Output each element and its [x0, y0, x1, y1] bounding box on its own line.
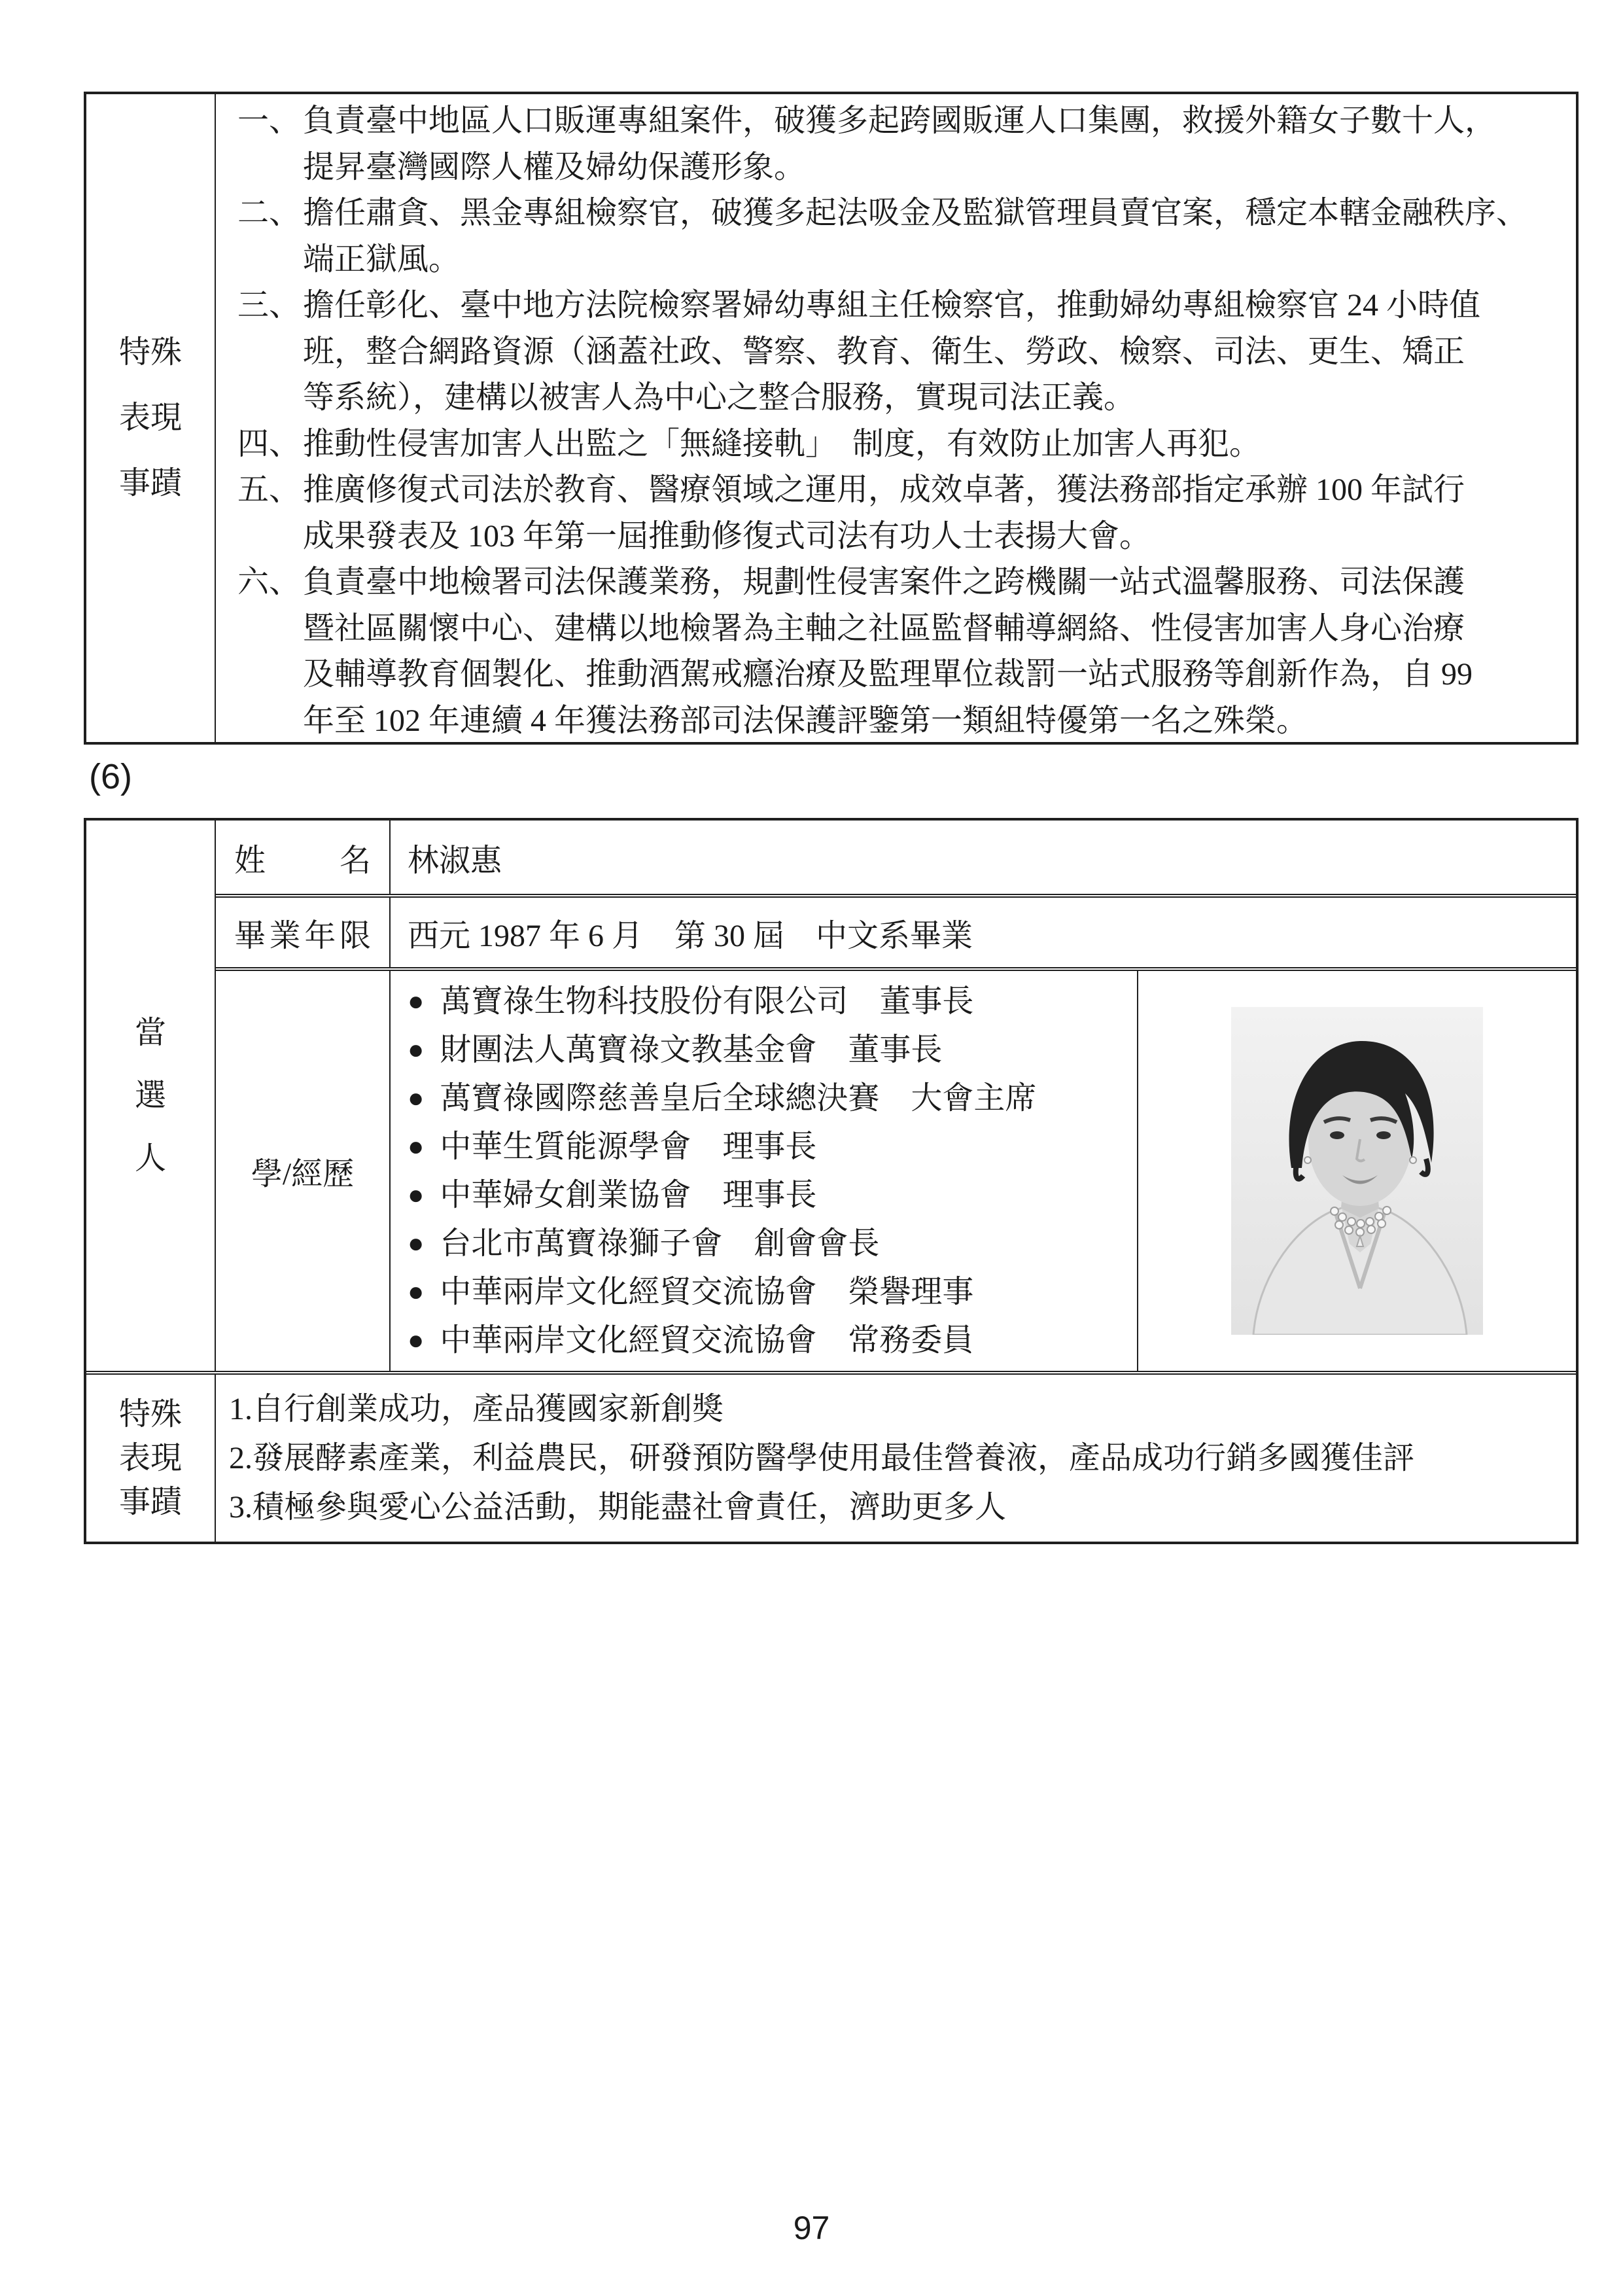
item-number: 四、 — [237, 426, 301, 461]
item-text: 擔任肅貪、黑金專組檢察官，破獲多起法吸金及監獄管理員賣官案，穩定本轄金融秩序、 — [303, 196, 1528, 230]
item-text: 負責臺中地區人口販運專組案件，破獲多起跨國販運人口集團，救援外籍女子數十人， — [303, 103, 1497, 138]
achievement-line — [237, 467, 1556, 514]
experience-list — [391, 971, 1138, 1371]
achievements-content — [216, 94, 1576, 742]
experience-text: 財團法人萬寶祿文教基金會 董事長 — [440, 1032, 943, 1067]
achievement-line: 端正獄風。 — [303, 241, 461, 277]
item-number: 五、 — [237, 472, 301, 507]
experience-item — [408, 1026, 1137, 1074]
achievement-line — [237, 421, 1556, 468]
achievement-line: 成果發表及 103 年第一屆推動修復式司法有功人士表揚大會。 — [303, 518, 1151, 554]
experience-item — [408, 978, 1137, 1026]
bullet-icon: ● — [408, 1325, 425, 1356]
photo-cell — [1138, 971, 1576, 1371]
name-value: 林淑惠 — [408, 843, 502, 878]
graduation-value: 西元 1987 年 6 月 第 30 屆 中文系畢業 — [408, 918, 973, 953]
name-row — [216, 821, 1576, 898]
portrait-photo — [1231, 1007, 1483, 1335]
bullet-icon: ● — [408, 1228, 425, 1259]
experience-item — [408, 1316, 1137, 1365]
row-label-char: 當 — [134, 1015, 166, 1050]
experience-row — [216, 971, 1576, 1371]
item-number: 一、 — [237, 103, 301, 138]
row-label-special-achievements-2 — [86, 1375, 216, 1542]
row-label-char: 人 — [134, 1140, 166, 1176]
experience-text: 台北市萬寶祿獅子會 創會會長 — [440, 1226, 880, 1261]
item-number: 二、 — [237, 196, 301, 230]
experience-item — [408, 1220, 1137, 1268]
graduation-row — [216, 898, 1576, 971]
row-label-line: 特殊 — [118, 335, 182, 370]
achievement-line: 班，整合網路資源（涵蓋社政、警察、教育、衛生、勞政、檢察、司法、更生、矯正 — [303, 334, 1465, 369]
graduation-header-cell — [216, 898, 391, 967]
special-achievements-row — [86, 1371, 1576, 1542]
achievement-line — [237, 283, 1556, 329]
item-number: 六、 — [237, 565, 301, 599]
row-label-line: 表現 — [118, 400, 182, 435]
achievement-line — [237, 559, 1556, 606]
experience-text: 萬寶祿生物科技股份有限公司 董事長 — [440, 983, 974, 1019]
experience-text: 中華婦女創業協會 理事長 — [440, 1177, 817, 1212]
special-achievement-line: 1.自行創業成功，產品獲國家新創獎 — [229, 1392, 724, 1426]
bullet-icon: ● — [408, 1180, 425, 1210]
row-label-elected-person — [86, 821, 216, 1371]
row-label-special-achievements — [86, 94, 216, 742]
experience-item — [408, 1268, 1137, 1316]
achievement-line: 及輔導教育個製化、推動酒駕戒癮治療及監理單位裁罰一站式服務等創新作為，自 99 — [303, 657, 1473, 692]
experience-header-cell — [216, 971, 391, 1371]
row-label-char: 選 — [134, 1078, 166, 1113]
name-header-cell — [216, 821, 391, 894]
item-text: 推廣修復式司法於教育、醫療領域之運用，成效卓著，獲法務部指定承辦 100 年試行 — [303, 472, 1465, 507]
achievement-line: 年至 102 年連續 4 年獲法務部司法保護評鑒第一類組特優第一名之殊榮。 — [303, 703, 1308, 738]
experience-text: 中華兩岸文化經貿交流協會 常務委員 — [440, 1322, 974, 1358]
name-header: 姓名 — [234, 843, 371, 878]
page-number: 97 — [793, 2210, 830, 2246]
item-number: 三、 — [237, 288, 301, 323]
row-label-line: 事蹟 — [118, 1485, 182, 1519]
bullet-icon: ● — [408, 1131, 425, 1162]
experience-text: 萬寶祿國際慈善皇后全球總決賽 大會主席 — [440, 1080, 1037, 1116]
bullet-icon: ● — [408, 1277, 425, 1307]
achievement-line — [237, 98, 1556, 145]
experience-item — [408, 1171, 1137, 1220]
experience-text: 中華生質能源學會 理事長 — [440, 1129, 817, 1164]
elected-person-main — [86, 821, 1576, 1371]
graduation-header: 畢業年限 — [234, 918, 371, 953]
elected-person-table — [84, 818, 1579, 1544]
special-achievement-line: 2.發展酵素產業，利益農民，研發預防醫學使用最佳營養液，產品成功行銷多國獲佳評 — [229, 1441, 1415, 1475]
row-label-line: 表現 — [118, 1441, 182, 1475]
achievement-line — [237, 190, 1556, 237]
achievement-line: 等系統），建構以被害人為中心之整合服務，實現司法正義。 — [303, 380, 1136, 415]
row-label-line: 特殊 — [118, 1397, 182, 1432]
experience-header: 學/經歷 — [251, 1157, 355, 1192]
experience-item — [408, 1123, 1137, 1171]
elected-person-rows — [216, 821, 1576, 1371]
item-text: 推動性侵害加害人出監之「無縫接軌」 制度，有效防止加害人再犯。 — [303, 426, 1261, 461]
achievement-line: 暨社區關懷中心、建構以地檢署為主軸之社區監督輔導網絡、性侵害加害人身心治療 — [303, 610, 1465, 646]
bullet-icon: ● — [408, 1083, 425, 1114]
special-achievements-table — [84, 92, 1579, 745]
special-achievements-content — [216, 1375, 1576, 1542]
item-text: 負責臺中地檢署司法保護業務，規劃性侵害案件之跨機關一站式溫馨服務、司法保護 — [303, 565, 1465, 599]
experience-item — [408, 1074, 1137, 1123]
bullet-icon: ● — [408, 1034, 425, 1065]
experience-text: 中華兩岸文化經貿交流協會 榮譽理事 — [440, 1274, 974, 1309]
achievement-line: 提昇臺灣國際人權及婦幼保護形象。 — [303, 149, 806, 185]
item-text: 擔任彰化、臺中地方法院檢察署婦幼專組主任檢察官，推動婦幼專組檢察官 24 小時值 — [303, 288, 1481, 323]
special-achievement-line: 3.積極參與愛心公益活動，期能盡社會責任，濟助更多人 — [229, 1490, 1007, 1525]
table-index-label: (6) — [89, 757, 132, 796]
bullet-icon: ● — [408, 986, 425, 1017]
row-label-line: 事蹟 — [118, 466, 182, 501]
